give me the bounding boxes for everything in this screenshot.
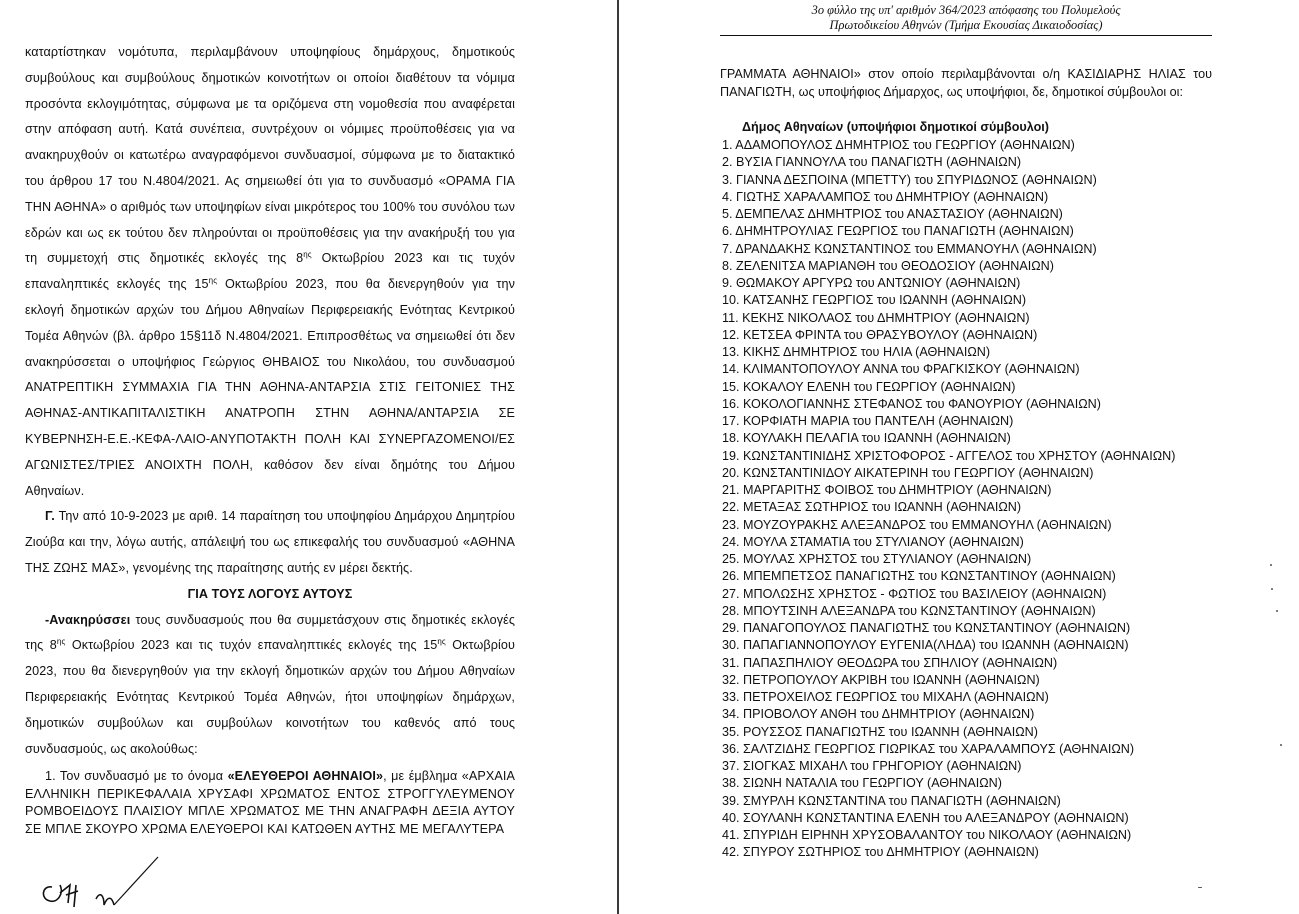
left-page bbox=[25, 40, 515, 838]
candidate-list bbox=[722, 137, 1175, 862]
candidate-item: 27. ΜΠΟΛΩΣΗΣ ΧΡΗΣΤΟΣ - ΦΩΤΙΟΣ του ΒΑΣΙΛΕΙΟΥ (ΑΘΗΝΑΙΩΝ) bbox=[722, 586, 1107, 601]
candidate-item: 7. ΔΡΑΝΔΑΚΗΣ ΚΩΝΣΤΑΝΤΙΝΟΣ του ΕΜΜΑΝΟΥΗΛ (ΑΘΗΝΑΙΩΝ) bbox=[722, 241, 1097, 256]
header-line-2: Πρωτοδικείου Αθηνών (Τμήμα Εκουσίας Δικαιοδοσίας) bbox=[829, 18, 1103, 32]
candidate-item: 8. ΖΕΛΕΝΙΤΣΑ ΜΑΡΙΑΝΘΗ του ΘΕΟΔΟΣΙΟΥ (ΑΘΗΝΑΙΩΝ) bbox=[722, 258, 1054, 273]
paragraph-text: καταρτίστηκαν νομότυπα, περιλαμβάνουν υποψηφίους δημάρχους, δημοτικούς συμβούλους και συμβούλους δημοτικών κοινοτήτων οι οποίοι διαθέτουν τα νόμιμα προσόντα εκλογιμότητας, σύμφωνα με τα οριζόμενα στη νομοθεσία που αναφέρεται στην απόφαση αυτή. Κατά συνέπεια, συντρέχουν οι νόμιμες προϋποθέσεις για να ανακηρυχθούν οι κατωτέρω αναγραφόμενοι συνδυασμοί, σύμφωνα με το διατακτικό του άρθρου 17 του Ν.4804/2021. Ας σημειωθεί ότι για το συνδυασμό «ΟΡΑΜΑ ΓΙΑ ΤΗΝ ΑΘΗΝΑ» ο αριθμός των υποψηφίων είναι μικρότερος του 100% του συνόλου των εδρών και ως εκ τούτου δεν πληρούνται οι προϋποθέσεις για την ανακήρυξή του για τη συμμετοχή στις δημοτικές εκλογές της 8 bbox=[25, 45, 515, 266]
candidate-item: 21. ΜΑΡΓΑΡΙΤΗΣ ΦΟΙΒΟΣ του ΔΗΜΗΤΡΙΟΥ (ΑΘΗΝΑΙΩΝ) bbox=[722, 483, 1052, 497]
candidate-item: 12. ΚΕΤΣΕΑ ΦΡΙΝΤΑ του ΘΡΑΣΥΒΟΥΛΟΥ (ΑΘΗΝΑΙΩΝ) bbox=[722, 327, 1038, 342]
scan-speck bbox=[1271, 588, 1273, 590]
paragraph-coalition-1 bbox=[25, 768, 515, 838]
candidate-item: 11. ΚΕΚΗΣ ΝΙΚΟΛΑΟΣ του ΔΗΜΗΤΡΙΟΥ (ΑΘΗΝΑΙΩΝ) bbox=[722, 310, 1030, 325]
scan-speck bbox=[1280, 744, 1282, 746]
candidate-item: 33. ΠΕΤΡΟΧΕΙΛΟΣ ΓΕΩΡΓΙΟΣ του ΜΙΧΑΗΛ (ΑΘΗΝΑΙΩΝ) bbox=[722, 690, 1049, 704]
candidate-item: 31. ΠΑΠΑΣΠΗΛΙΟΥ ΘΕΟΔΩΡΑ του ΣΠΗΛΙΟΥ (ΑΘΗΝΑΙΩΝ) bbox=[722, 655, 1058, 670]
candidate-item: 3. ΓΙΑΝΝΑ ΔΕΣΠΟΙΝΑ (ΜΠΕΤΤΥ) του ΣΠΥΡΙΔΩΝΟΣ (ΑΘΗΝΑΙΩΝ) bbox=[722, 172, 1097, 187]
candidate-item: 5. ΔΕΜΠΕΛΑΣ ΔΗΜΗΤΡΙΟΣ του ΑΝΑΣΤΑΣΙΟΥ (ΑΘΗΝΑΙΩΝ) bbox=[722, 207, 1063, 221]
paragraph-text: , με έμβλημα «ΑΡΧΑΙΑ ΕΛΛΗΝΙΚΗ ΠΕΡΙΚΕΦΑΛΑΙΑ ΧΡΥΣΑΦΙ ΧΡΩΜΑΤΟΣ ΕΝΤΟΣ ΣΤΡΟΓΓΥΛΕΥΜΕΝΟΥ ΡΟΜΒΟΕΙΔΟΥΣ ΠΛΑΙΣΙΟΥ ΜΠΛΕ ΧΡΩΜΑΤΟΣ ΜΕ ΤΗΝ ΑΝΑΓΡΑΦΗ ΔΕΞΙΑ ΑΥΤΟΥ ΣΕ ΜΠΛΕ ΣΚΟΥΡΟ ΧΡΩΜΑ ΕΛΕΥΘΕΡΟΙ ΚΑΙ ΚΑΤΩΘΕΝ ΑΥΤΗΣ ΜΕ ΜΕΓΑΛΥΤΕΡΑ bbox=[25, 769, 516, 836]
scan-speck bbox=[1270, 564, 1272, 566]
candidate-item: 30. ΠΑΠΑΓΙΑΝΝΟΠΟΥΛΟΥ ΕΥΓΕΝΙΑ(ΛΗΔΑ) του ΙΩΑΝΝΗ (ΑΘΗΝΑΙΩΝ) bbox=[722, 638, 1129, 653]
candidate-item: 37. ΣΙΟΓΚΑΣ ΜΙΧΑΗΛ του ΓΡΗΓΟΡΙΟΥ (ΑΘΗΝΑΙΩΝ) bbox=[722, 759, 1022, 773]
section-heading: ΓΙΑ ΤΟΥΣ ΛΟΓΟΥΣ ΑΥΤΟΥΣ bbox=[187, 586, 353, 601]
candidate-item: 32. ΠΕΤΡΟΠΟΥΛΟΥ ΑΚΡΙΒΗ του ΙΩΑΝΝΗ (ΑΘΗΝΑΙΩΝ) bbox=[722, 672, 1040, 687]
candidate-item: 42. ΣΠΥΡΟΥ ΣΩΤΗΡΙΟΣ του ΔΗΜΗΤΡΙΟΥ (ΑΘΗΝΑΙΩΝ) bbox=[722, 845, 1039, 860]
header-line-1: 3ο φύλλο της υπ' αριθμόν 364/2023 απόφασης του Πολυμελούς bbox=[811, 3, 1121, 17]
candidate-item: 13. ΚΙΚΗΣ ΔΗΜΗΤΡΙΟΣ του ΗΛΙΑ (ΑΘΗΝΑΙΩΝ) bbox=[722, 345, 991, 359]
paragraph-text: Την από 10-9-2023 με αριθ. 14 παραίτηση του υποψηφίου Δημάρχου Δημητρίου Ζιούβα και την, λόγω αυτής, απάλειψή του ως επικεφαλής του συνδυασμού «ΑΘΗΝΑ ΤΗΣ ΖΩΗΣ ΜΑΣ», γενομένης της παραίτησης αυτής εν μέρει δεκτής. bbox=[25, 509, 515, 575]
candidate-item: 28. ΜΠΟΥΤΣΙΝΗ ΑΛΕΞΑΝΔΡΑ του ΚΩΝΣΤΑΝΤΙΝΟΥ (ΑΘΗΝΑΙΩΝ) bbox=[722, 603, 1096, 618]
candidate-item: 9. ΘΩΜΑΚΟΥ ΑΡΓΥΡΩ του ΑΝΤΩΝΙΟΥ (ΑΘΗΝΑΙΩΝ) bbox=[722, 276, 1021, 290]
page-divider bbox=[617, 0, 619, 914]
candidate-item: 2. ΒΥΣΙΑ ΓΙΑΝΝΟΥΛΑ του ΠΑΝΑΓΙΩΤΗ (ΑΘΗΝΑΙΩΝ) bbox=[722, 155, 1022, 170]
paragraph-reasoning bbox=[25, 40, 515, 504]
candidate-item: 23. ΜΟΥΖΟΥΡΑΚΗΣ ΑΛΕΞΑΝΔΡΟΣ του ΕΜΜΑΝΟΥΗΛ (ΑΘΗΝΑΙΩΝ) bbox=[722, 517, 1112, 532]
intro-paragraph: ΓΡΑΜΜΑΤΑ ΑΘΗΝΑΙΟΙ» στον οποίο περιλαμβάνονται ο/η ΚΑΣΙΔΙΑΡΗΣ ΗΛΙΑΣ του ΠΑΝΑΓΙΩΤΗ, ως υποψήφιος Δήμαρχος, ως υποψήφιοι, δε, δημοτικοί σύμβουλοι οι: bbox=[720, 67, 1212, 99]
paragraph-section-g bbox=[25, 504, 515, 581]
proclamation-label: -Ανακηρύσσει bbox=[45, 612, 131, 627]
candidate-item: 16. ΚΟΚΟΛΟΓΙΑΝΝΗΣ ΣΤΕΦΑΝΟΣ του ΦΑΝΟΥΡΙΟΥ (ΑΘΗΝΑΙΩΝ) bbox=[722, 396, 1101, 411]
coalition-name: «ΕΛΕΥΘΕΡΟΙ ΑΘΗΝΑΙΟΙ» bbox=[227, 769, 384, 784]
scan-speck bbox=[1198, 887, 1202, 888]
candidate-item: 22. ΜΕΤΑΞΑΣ ΣΩΤΗΡΙΟΣ του ΙΩΑΝΝΗ (ΑΘΗΝΑΙΩΝ) bbox=[722, 500, 1022, 515]
candidate-item: 20. ΚΩΝΣΤΑΝΤΙΝΙΔΟΥ ΑΙΚΑΤΕΡΙΝΗ του ΓΕΩΡΓΙΟΥ (ΑΘΗΝΑΙΩΝ) bbox=[722, 465, 1094, 480]
candidate-item: 25. ΜΟΥΛΑΣ ΧΡΗΣΤΟΣ του ΣΤΥΛΙΑΝΟΥ (ΑΘΗΝΑΙΩΝ) bbox=[722, 552, 1032, 566]
candidate-item: 14. ΚΛΙΜΑΝΤΟΠΟΥΛΟΥ ΑΝΝΑ του ΦΡΑΓΚΙΣΚΟΥ (ΑΘΗΝΑΙΩΝ) bbox=[722, 362, 1080, 377]
candidate-item: 15. ΚΟΚΑΛΟΥ ΕΛΕΝΗ του ΓΕΩΡΓΙΟΥ (ΑΘΗΝΑΙΩΝ) bbox=[722, 379, 1016, 394]
ordinal-suffix: ης bbox=[56, 637, 66, 647]
paragraph-text: Οκτωβρίου 2023 και τις τυχόν επαναληπτικές εκλογές της 15 bbox=[65, 638, 438, 653]
candidate-item: 19. ΚΩΝΣΤΑΝΤΙΝΙΔΗΣ ΧΡΙΣΤΟΦΟΡΟΣ - ΑΓΓΕΛΟΣ του ΧΡΗΣΤΟΥ (ΑΘΗΝΑΙΩΝ) bbox=[722, 448, 1176, 463]
section-label: Γ. bbox=[45, 509, 55, 524]
candidate-item: 10. ΚΑΤΣΑΝΗΣ ΓΕΩΡΓΙΟΣ του ΙΩΑΝΝΗ (ΑΘΗΝΑΙΩΝ) bbox=[722, 293, 1027, 308]
paragraph-text: 1. Τον συνδυασμό με το όνομα bbox=[45, 769, 228, 784]
candidate-item: 36. ΣΑΛΤΖΙΔΗΣ ΓΕΩΡΓΙΟΣ ΓΙΩΡΙΚΑΣ του ΧΑΡΑΛΑΜΠΟΥΣ (ΑΘΗΝΑΙΩΝ) bbox=[722, 741, 1135, 756]
paragraph-proclamation bbox=[25, 608, 515, 763]
municipality-heading: Δήμος Αθηναίων (υποψήφιοι δημοτικοί σύμβουλοι) bbox=[742, 120, 1049, 134]
candidate-item: 18. ΚΟΥΛΑΚΗ ΠΕΛΑΓΙΑ του ΙΩΑΝΝΗ (ΑΘΗΝΑΙΩΝ) bbox=[722, 431, 1011, 446]
candidate-item: 39. ΣΜΥΡΛΗ ΚΩΝΣΤΑΝΤΙΝΑ του ΠΑΝΑΓΙΩΤΗ (ΑΘΗΝΑΙΩΝ) bbox=[722, 793, 1061, 808]
candidate-item: 24. ΜΟΥΛΑ ΣΤΑΜΑΤΙΑ του ΣΤΥΛΙΑΝΟΥ (ΑΘΗΝΑΙΩΝ) bbox=[722, 534, 1024, 549]
page-header bbox=[720, 3, 1212, 36]
ordinal-suffix: ης bbox=[208, 275, 218, 285]
ordinal-suffix: ης bbox=[437, 637, 446, 647]
candidate-item: 17. ΚΟΡΦΙΑΤΗ ΜΑΡΙΑ του ΠΑΝΤΕΛΗ (ΑΘΗΝΑΙΩΝ) bbox=[722, 414, 1014, 428]
ordinal-suffix: ης bbox=[303, 250, 312, 260]
candidate-item: 34. ΠΡΙΟΒΟΛΟΥ ΑΝΘΗ του ΔΗΜΗΤΡΙΟΥ (ΑΘΗΝΑΙΩΝ) bbox=[722, 707, 1035, 722]
candidate-item: 38. ΣΙΩΝΗ ΝΑΤΑΛΙΑ του ΓΕΩΡΓΙΟΥ (ΑΘΗΝΑΙΩΝ) bbox=[722, 776, 1002, 791]
paragraph-text: Οκτωβρίου 2023, που θα διενεργηθούν για την εκλογή δημοτικών αρχών του Δήμου Αθηναίων Περιφερειακής Ενότητας Κεντρικού Τομέα Αθηνών (βλ. άρθρο 15§11δ Ν.4804/2021. Επιπροσθέτως να σημειωθεί ότι δεν ανακηρύσσεται ο υποψήφιος Γεώργιος ΘΗΒΑΙΟΣ του Νικολάου, του συνδυασμού ΑΝΑΤΡΕΠΤΙΚΗ ΣΥΜΜΑΧΙΑ ΓΙΑ ΤΗΝ ΑΘΗΝΑ-ΑΝΤΑΡΣΙΑ ΣΤΙΣ ΓΕΙΤΟΝΙΕΣ ΤΗΣ ΑΘΗΝΑΣ-ΑΝΤΙΚΑΠΙΤΑΛΙΣΤΙΚΗ ΑΝΑΤΡΟΠΗ ΣΤΗΝ ΑΘΗΝΑ/ΑΝΤΑΡΣΙΑ ΣΕ ΚΥΒΕΡΝΗΣΗ-Ε.Ε.-ΚΕΦΑ-ΛΑΙΟ-ΑΝΥΠΟΤΑΚΤΗ ΠΟΛΗ ΚΑΙ ΣΥΝΕΡΓΑΖΟΜΕΝΟΙ/ΕΣ ΑΓΩΝΙΣΤΕΣ/ΤΡΙΕΣ ΑΝΟΙΧΤΗ ΠΟΛΗ, καθόσον δεν είναι δημότης του Δήμου Αθηναίων. bbox=[25, 277, 515, 498]
candidate-item: 41. ΣΠΥΡΙΔΗ ΕΙΡΗΝΗ ΧΡΥΣΟΒΑΛΑΝΤΟΥ του ΝΙΚΟΛΑΟΥ (ΑΘΗΝΑΙΩΝ) bbox=[722, 828, 1132, 842]
candidate-item: 1. ΑΔΑΜΟΠΟΥΛΟΣ ΔΗΜΗΤΡΙΟΣ του ΓΕΩΡΓΙΟΥ (ΑΘΗΝΑΙΩΝ) bbox=[722, 138, 1075, 152]
scan-speck bbox=[1276, 610, 1278, 612]
paragraph-text: Οκτωβρίου 2023 και τις τυχόν επαναληπτικές εκλογές της 15 bbox=[25, 251, 515, 292]
candidate-item: 29. ΠΑΝΑΓΟΠΟΥΛΟΣ ΠΑΝΑΓΙΩΤΗΣ του ΚΩΝΣΤΑΝΤΙΝΟΥ (ΑΘΗΝΑΙΩΝ) bbox=[722, 621, 1131, 635]
candidate-item: 4. ΓΙΩΤΗΣ ΧΑΡΑΛΑΜΠΟΣ του ΔΗΜΗΤΡΙΟΥ (ΑΘΗΝΑΙΩΝ) bbox=[722, 189, 1049, 204]
candidate-item: 40. ΣΟΥΛΑΝΗ ΚΩΝΣΤΑΝΤΙΝΑ ΕΛΕΝΗ του ΑΛΕΞΑΝΔΡΟΥ (ΑΘΗΝΑΙΩΝ) bbox=[722, 810, 1129, 825]
paragraph-text: τους συνδυασμούς που θα συμμετάσχουν στις δημοτικές εκλογές της 8 bbox=[25, 612, 515, 653]
candidate-item: 35. ΡΟΥΣΣΟΣ ΠΑΝΑΓΙΩΤΗΣ του ΙΩΑΝΝΗ (ΑΘΗΝΑΙΩΝ) bbox=[722, 724, 1038, 739]
signature-handwritten bbox=[38, 855, 178, 914]
candidate-item: 6. ΔΗΜΗΤΡΟΥΛΙΑΣ ΓΕΩΡΓΙΟΣ του ΠΑΝΑΓΙΩΤΗ (ΑΘΗΝΑΙΩΝ) bbox=[722, 224, 1074, 239]
paragraph-text: Οκτωβρίου 2023, που θα διενεργηθούν για την εκλογή δημοτικών αρχών του Δήμου Αθηναίων Περιφερειακής Ενότητας Κεντρικού Τομέα Αθηνών, ήτοι υποψηφίων δημάρχων, δημοτικών συμβούλων και συμβούλων κοινοτήτων του καθενός από τους συνδυασμούς, ως ακολούθως: bbox=[25, 638, 515, 756]
candidate-item: 26. ΜΠΕΜΠΕΤΣΟΣ ΠΑΝΑΓΙΩΤΗΣ του ΚΩΝΣΤΑΝΤΙΝΟΥ (ΑΘΗΝΑΙΩΝ) bbox=[722, 569, 1116, 584]
